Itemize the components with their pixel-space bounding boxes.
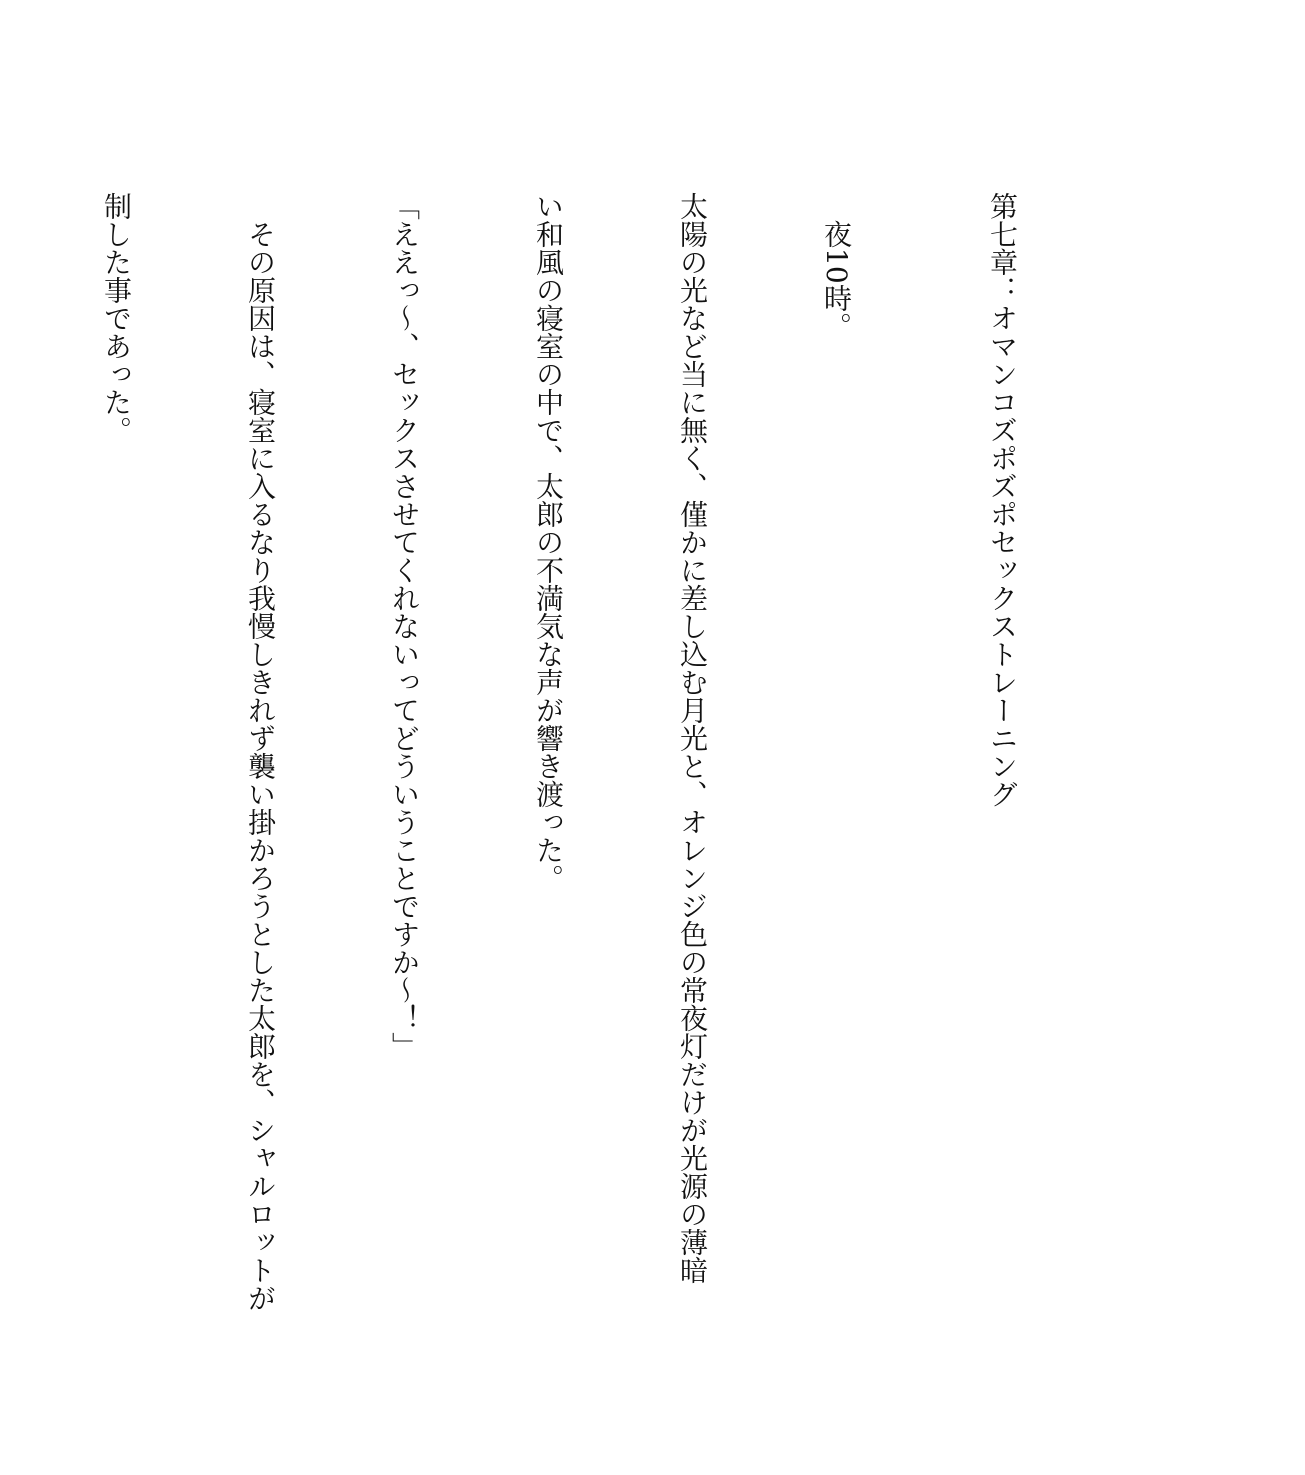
dialogue-line: 「ええっ〜、セックスさせてくれないってどういうことですか〜！」 — [388, 192, 421, 1060]
text-line: 太陽の光など当に無く、僅かに差し込む月光と、オレンジ色の常夜灯だけが光源の薄暗 — [676, 192, 709, 1284]
chapter-title: 第七章：オマンコズポズポセックストレーニング — [986, 192, 1019, 808]
text-line: その原因は、寝室に入るなり我慢しきれず襲い掛かろうとした太郎を、シャルロットが — [244, 220, 277, 1312]
text-line: い和風の寝室の中で、太郎の不満気な声が響き渡った。 — [532, 192, 565, 892]
text-line: 制した事であった。 — [100, 192, 133, 444]
vertical-text-body — [100, 192, 1122, 1312]
text-line: 夜10時。 — [820, 220, 853, 340]
